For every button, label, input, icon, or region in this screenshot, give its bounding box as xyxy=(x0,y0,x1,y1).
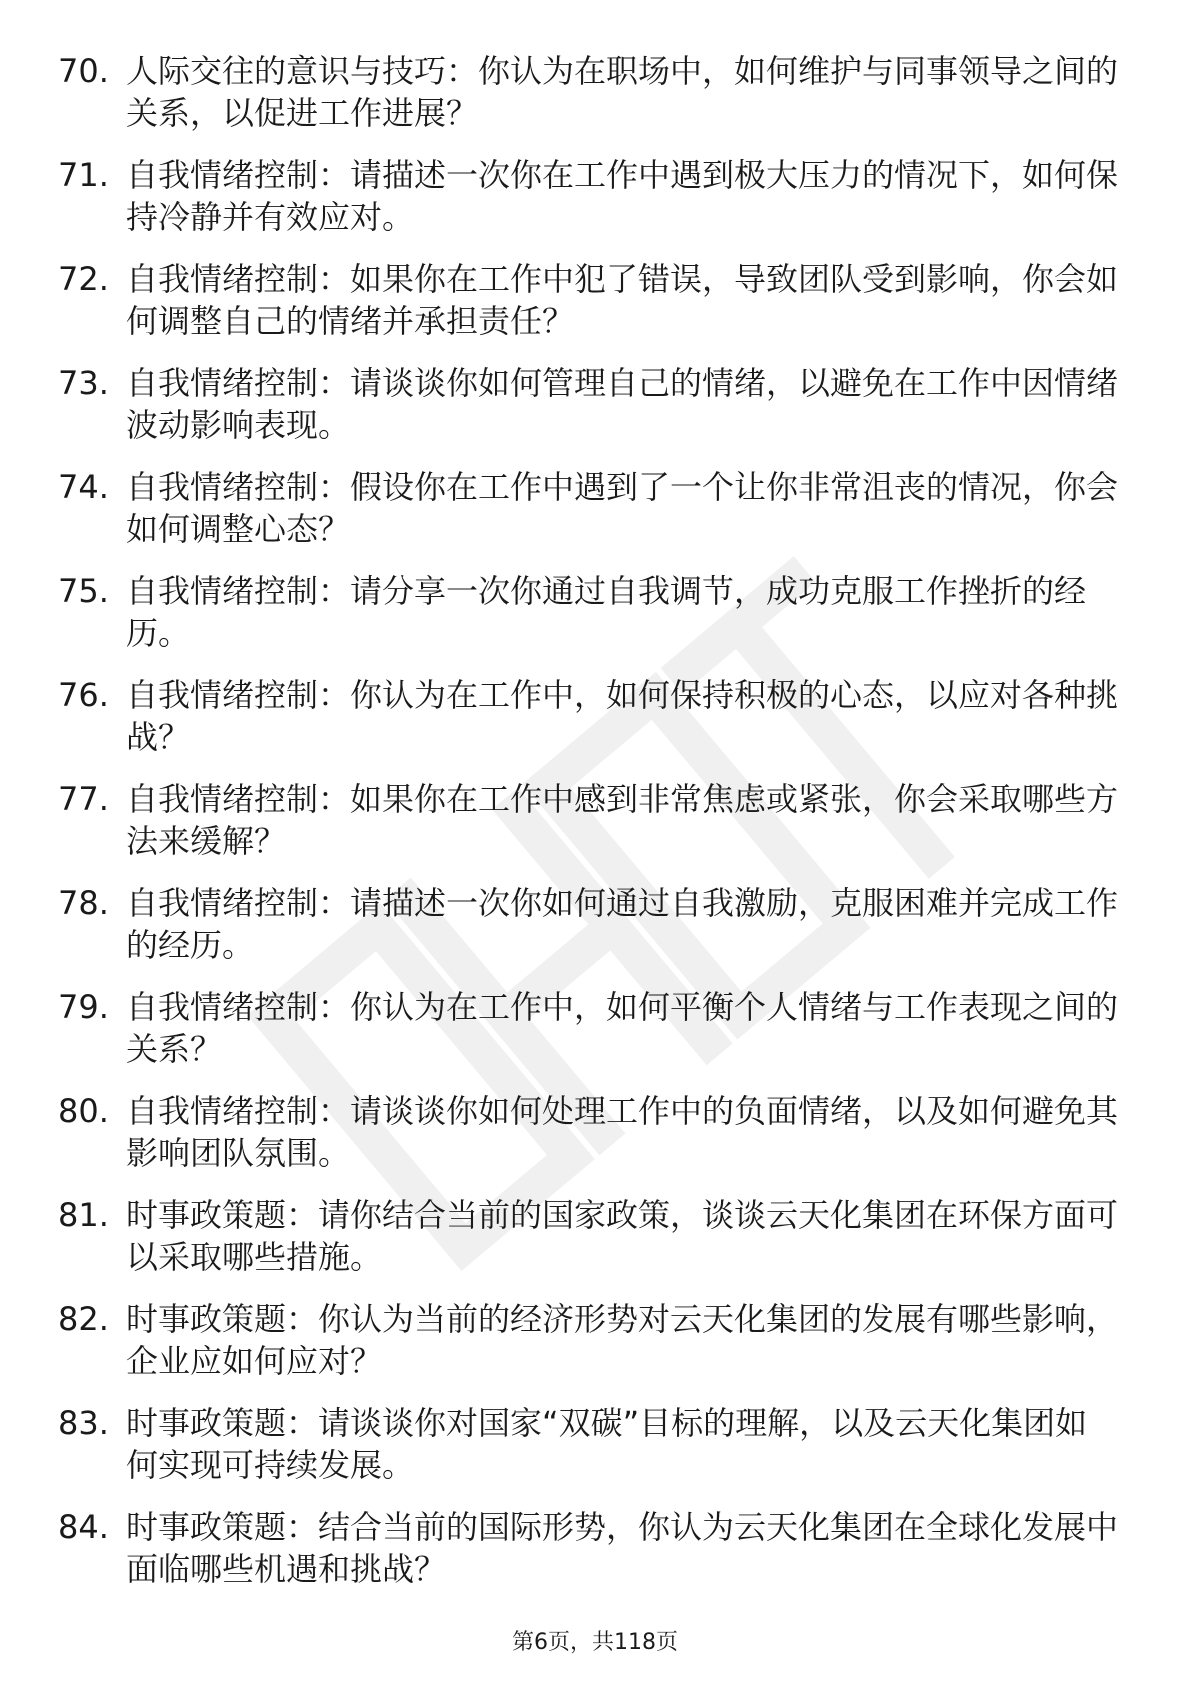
question-number: 77. xyxy=(58,780,109,818)
question-text: 时事政策题：请你结合当前的国家政策，谈谈云天化集团在环保方面可以采取哪些措施。 xyxy=(126,1196,1119,1276)
question-item xyxy=(58,258,1118,362)
question-item xyxy=(58,362,1118,466)
question-item xyxy=(58,1298,1118,1402)
question-text: 自我情绪控制：请谈谈你如何管理自己的情绪，以避免在工作中因情绪波动影响表现。 xyxy=(126,364,1119,444)
question-text: 自我情绪控制：如果你在工作中犯了错误，导致团队受到影响，你会如何调整自己的情绪并承担责任？ xyxy=(126,260,1119,340)
question-number: 70. xyxy=(58,52,109,90)
question-item xyxy=(58,1090,1118,1194)
question-item xyxy=(58,570,1118,674)
page-number-label: 第6页，共118页 xyxy=(512,1630,678,1655)
question-item xyxy=(58,778,1118,882)
question-number: 82. xyxy=(58,1300,109,1338)
question-number: 81. xyxy=(58,1196,109,1234)
question-text: 时事政策题：请谈谈你对国家“双碳”目标的理解，以及云天化集团如何实现可持续发展。 xyxy=(126,1404,1088,1484)
question-text: 自我情绪控制：你认为在工作中，如何平衡个人情绪与工作表现之间的关系？ xyxy=(126,988,1119,1068)
question-item xyxy=(58,466,1118,570)
question-item xyxy=(58,1194,1118,1298)
question-text: 自我情绪控制：如果你在工作中感到非常焦虑或紧张，你会采取哪些方法来缓解？ xyxy=(126,780,1119,860)
question-number: 74. xyxy=(58,468,109,506)
question-item xyxy=(58,674,1118,778)
question-item xyxy=(58,50,1118,154)
question-number: 75. xyxy=(58,572,109,610)
question-item xyxy=(58,882,1118,986)
page-footer xyxy=(0,1628,1190,1658)
question-number: 83. xyxy=(58,1404,109,1442)
question-number: 80. xyxy=(58,1092,109,1130)
question-item xyxy=(58,1402,1118,1506)
question-text: 自我情绪控制：请描述一次你如何通过自我激励，克服困难并完成工作的经历。 xyxy=(126,884,1119,964)
question-text: 时事政策题：你认为当前的经济形势对云天化集团的发展有哪些影响，企业应如何应对？ xyxy=(126,1300,1119,1380)
question-number: 84. xyxy=(58,1508,109,1546)
question-text: 自我情绪控制：你认为在工作中，如何保持积极的心态，以应对各种挑战？ xyxy=(126,676,1119,756)
question-item xyxy=(58,986,1118,1090)
question-item xyxy=(58,154,1118,258)
question-number: 73. xyxy=(58,364,109,402)
question-text: 自我情绪控制：请分享一次你通过自我调节，成功克服工作挫折的经历。 xyxy=(126,572,1087,652)
question-text: 自我情绪控制：请谈谈你如何处理工作中的负面情绪，以及如何避免其影响团队氛围。 xyxy=(126,1092,1119,1172)
question-text: 自我情绪控制：假设你在工作中遇到了一个让你非常沮丧的情况，你会如何调整心态？ xyxy=(126,468,1119,548)
question-text: 人际交往的意识与技巧：你认为在职场中，如何维护与同事领导之间的关系，以促进工作进展？ xyxy=(126,52,1119,132)
question-number: 72. xyxy=(58,260,109,298)
question-list xyxy=(58,50,1118,1610)
question-item xyxy=(58,1506,1118,1610)
question-number: 78. xyxy=(58,884,109,922)
question-text: 时事政策题：结合当前的国际形势，你认为云天化集团在全球化发展中面临哪些机遇和挑战？ xyxy=(126,1508,1119,1588)
question-number: 76. xyxy=(58,676,109,714)
question-number: 71. xyxy=(58,156,109,194)
question-number: 79. xyxy=(58,988,109,1026)
question-text: 自我情绪控制：请描述一次你在工作中遇到极大压力的情况下，如何保持冷静并有效应对。 xyxy=(126,156,1119,236)
